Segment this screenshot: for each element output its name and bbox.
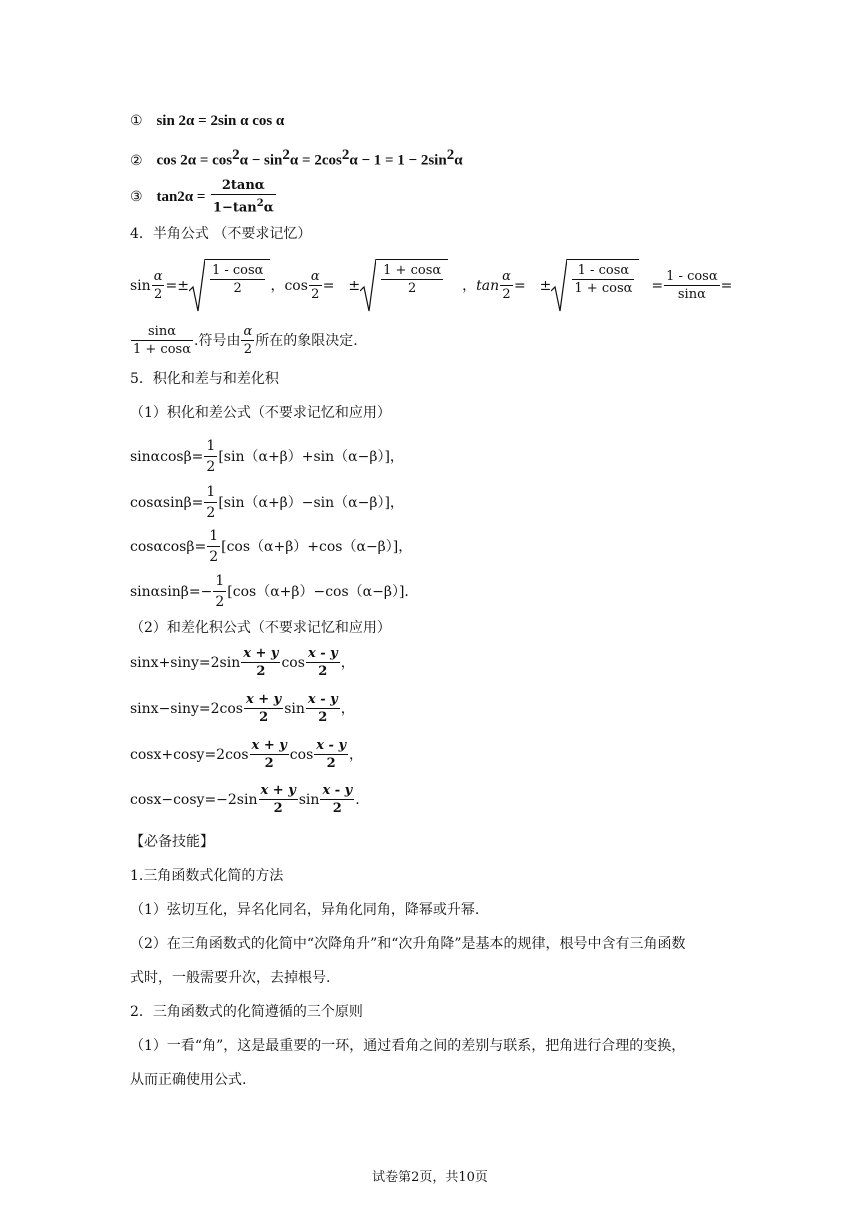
numerator: 1 - cosα [211, 263, 264, 278]
sum-formula-2 [130, 692, 355, 726]
radical-icon [189, 259, 205, 313]
skills-paragraph: 2．三角函数式的化简遵循的三个原则 [130, 1004, 363, 1020]
equals: = [651, 278, 664, 294]
plus-minus: ± [348, 278, 361, 294]
numerator: α [502, 269, 511, 284]
denominator [211, 194, 276, 216]
numerator: 1 [206, 438, 216, 454]
denominator: 2 [241, 340, 254, 358]
numerator: 1 - cosα [577, 263, 630, 278]
fraction-half [213, 571, 226, 612]
radicand [376, 259, 448, 313]
formula-lhs: tan2α = [156, 189, 206, 206]
radical-icon [360, 259, 376, 313]
denominator: 2 [207, 546, 220, 567]
lhs: sinαcosβ= [130, 448, 204, 465]
numerator: 2tanα [221, 178, 265, 193]
fraction-half [204, 436, 217, 477]
fraction [314, 738, 348, 772]
formula-part: cos 2α = cos [156, 152, 233, 169]
subheading-2: （2）和差化积公式（不要求记忆和应用） [130, 620, 391, 636]
rhs: [cos（α+β）+cos（α−β）]， [221, 538, 413, 555]
fraction-alpha-half [500, 269, 513, 303]
skills-paragraph: （2）在三角函数式的化简中“次降角升”和“次升角降”是基本的规律，根号中含有三角函数 [130, 936, 686, 952]
product-formula-4 [130, 571, 409, 612]
numerator: α [310, 269, 320, 284]
fraction [664, 269, 720, 303]
radicand [567, 259, 639, 313]
fraction-alpha-half [309, 269, 322, 303]
superscript: 2 [341, 147, 350, 163]
fraction [210, 263, 266, 297]
skills-paragraph: （1）一看“角”，这是最重要的一环，通过看角之间的差别与联系，把角进行合理的变换， [130, 1038, 686, 1054]
denominator: 2 [152, 285, 165, 303]
numerator: x - y [307, 692, 338, 707]
denominator: 2 [381, 279, 443, 297]
lhs: cosαcosβ= [130, 538, 207, 555]
denominator: 1 + cosα [574, 281, 633, 296]
comma: ， [462, 278, 477, 294]
formula-text: sin 2α = 2sin α cos α [156, 113, 285, 129]
fraction [250, 738, 289, 772]
denominator: 2 [250, 754, 289, 772]
subheading-1: （1）积化和差公式（不要求记忆和应用） [130, 405, 391, 421]
numerator: x - y [322, 783, 353, 798]
formula-end: ， [340, 655, 355, 671]
tan-label: tan [476, 278, 500, 294]
skills-paragraph: 1.三角函数式化简的方法 [130, 868, 284, 884]
numerator: sinα [148, 324, 176, 339]
cos-label: cos [284, 278, 308, 294]
rhs: [sin（α+β）−sin（α−β）]， [218, 494, 404, 511]
equals: = [720, 278, 733, 294]
fraction [131, 324, 193, 358]
text: .符号由 [194, 333, 241, 349]
text: 所在的象限决定. [255, 333, 358, 349]
product-formula-1 [130, 436, 404, 477]
formula-part: sinx+siny=2sin [130, 655, 241, 671]
denominator: 2 [244, 708, 283, 726]
denominator: 2 [320, 799, 354, 817]
numerator: x + y [243, 646, 279, 661]
denominator: 2 [306, 708, 340, 726]
sin-label: sin [130, 278, 151, 294]
fraction [306, 646, 340, 680]
fraction [572, 263, 634, 297]
heading-product-sum: 5．积化和差与和差化积 [130, 371, 279, 387]
formula-end: ， [349, 747, 364, 763]
denominator: 2 [314, 754, 348, 772]
rhs: [sin（α+β）+sin（α−β）]， [218, 448, 404, 465]
heading-skills: 【必备技能】 [130, 834, 214, 850]
heading-half-angle: 4．半角公式 （不要求记忆） [130, 226, 312, 242]
formula-part: sin [298, 792, 320, 808]
formula-part: α [454, 152, 463, 169]
formula-part: sin [284, 701, 305, 717]
equals: = [513, 278, 526, 294]
fraction-half [207, 526, 220, 567]
numerator: x - y [316, 738, 347, 753]
formula-part: cosx+cosy=2cos [130, 747, 249, 763]
formula-part: cos [289, 747, 314, 763]
numerator: 1 [215, 573, 225, 589]
denominator-part: 1−tan [212, 200, 257, 216]
fraction [259, 783, 298, 817]
superscript: 2 [232, 147, 240, 163]
superscript: 2 [256, 198, 264, 209]
formula-sin-double [130, 111, 284, 131]
plus-minus: ± [539, 278, 552, 294]
denominator: 2 [210, 279, 266, 297]
marker-2: ② [130, 152, 143, 169]
marker-3: ③ [130, 189, 143, 206]
fraction [244, 692, 283, 726]
numerator: α [153, 269, 163, 284]
comma: ， [270, 278, 285, 294]
equals-pm: =± [165, 278, 189, 294]
fraction-half [204, 482, 217, 523]
formula-part: sinx−siny=2cos [130, 701, 243, 717]
numerator: 1 [209, 528, 219, 544]
denominator: 2 [204, 502, 217, 523]
denominator-part: α [263, 200, 274, 216]
denominator: 2 [306, 662, 340, 680]
denominator: 2 [500, 285, 513, 303]
fraction [211, 178, 276, 216]
numerator: 1 [206, 484, 216, 500]
product-formula-2 [130, 482, 404, 523]
numerator: 1 + cosα [383, 263, 442, 278]
denominator: 1 + cosα [133, 342, 191, 357]
numerator: α [243, 324, 253, 339]
lhs: sinαsinβ=− [130, 583, 213, 600]
sqrt-sign [189, 259, 271, 313]
denominator: 2 [309, 285, 322, 303]
product-formula-3 [130, 526, 412, 567]
page-footer: 试卷第2页，共10页 [372, 1170, 488, 1185]
fraction [381, 263, 443, 297]
fraction-alpha-half [241, 324, 254, 358]
sqrt-sign [551, 259, 639, 313]
fraction [241, 646, 280, 680]
formula-part: α = 2cos [289, 152, 342, 169]
radicand [205, 259, 271, 313]
numerator: x + y [260, 783, 296, 798]
skills-paragraph: 式时，一般需要升次，去掉根号. [130, 970, 331, 986]
denominator: 2 [213, 591, 226, 612]
denominator: sinα [664, 285, 720, 303]
denominator: 2 [259, 799, 298, 817]
numerator: x - y [307, 646, 338, 661]
formula-cos-double [130, 145, 463, 171]
superscript: 2 [446, 147, 455, 163]
formula-part: cos [281, 655, 305, 671]
formula-end: ， [340, 701, 355, 717]
marker-1: ① [130, 113, 143, 129]
numerator: 1 - cosα [666, 269, 718, 284]
fraction [320, 783, 354, 817]
sum-formula-4 [130, 783, 360, 817]
formula-part: α − sin [239, 152, 283, 169]
superscript: 2 [282, 147, 290, 163]
formula-tan-double [130, 178, 277, 216]
fraction-alpha-half [152, 269, 165, 303]
half-angle-continued [130, 322, 358, 360]
rhs: [cos（α+β）−cos（α−β）]. [227, 583, 409, 600]
sqrt-sign [360, 259, 448, 313]
radical-icon [551, 259, 567, 313]
skills-paragraph: 从而正确使用公式. [130, 1072, 247, 1088]
half-angle-formulas [130, 258, 732, 314]
formula-part: cosx−cosy=−2sin [130, 792, 258, 808]
formula-part: α − 1 = 1 − 2sin [349, 152, 447, 169]
sum-formula-1 [130, 646, 355, 680]
fraction [306, 692, 340, 726]
numerator: x + y [251, 738, 287, 753]
denominator: 2 [241, 662, 280, 680]
sum-formula-3 [130, 738, 363, 772]
denominator: 2 [204, 456, 217, 477]
formula-end: . [355, 792, 360, 808]
equals: = [322, 278, 335, 294]
skills-paragraph: （1）弦切互化，异名化同名，异角化同角，降幂或升幂. [130, 902, 480, 918]
lhs: cosαsinβ= [130, 494, 204, 511]
numerator: x + y [245, 692, 282, 707]
